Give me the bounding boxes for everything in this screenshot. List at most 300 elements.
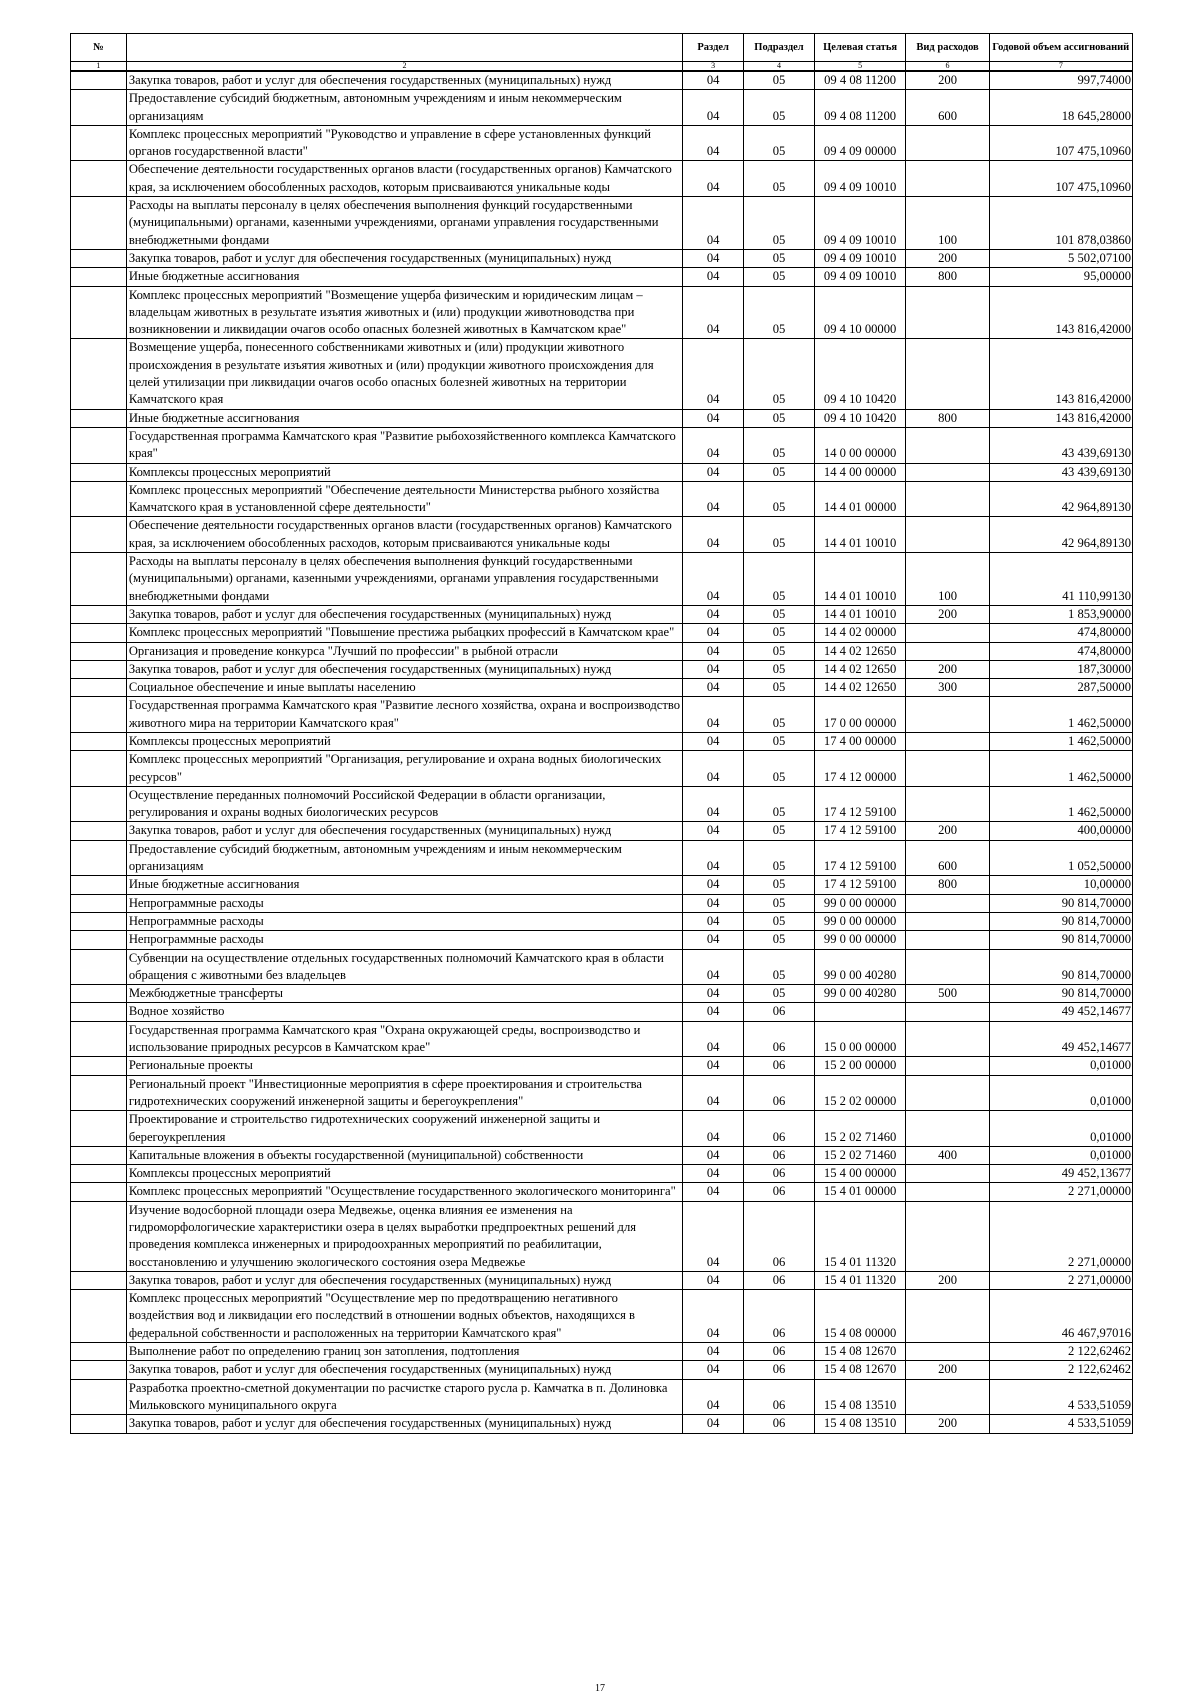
row-section-cell: 04 xyxy=(683,1146,744,1164)
row-target-item-cell: 09 4 09 10010 xyxy=(814,249,906,267)
row-name-cell: Государственная программа Камчатского края "Охрана окружающей среды, воспроизводство и использование природных ресурсов в Камчатском крае" xyxy=(126,1021,682,1057)
row-subsection-cell: 05 xyxy=(744,894,815,912)
table-row xyxy=(71,985,1133,1003)
row-number-cell xyxy=(71,1146,127,1164)
row-target-item-cell: 15 4 00 00000 xyxy=(814,1165,906,1183)
row-number-cell xyxy=(71,1343,127,1361)
row-name-cell: Выполнение работ по определению границ зон затопления, подтопления xyxy=(126,1343,682,1361)
row-subsection-cell: 05 xyxy=(744,912,815,930)
row-expense-type-cell xyxy=(906,286,989,339)
column-number: 4 xyxy=(744,62,815,72)
row-subsection-cell: 06 xyxy=(744,1021,815,1057)
row-subsection-cell: 05 xyxy=(744,161,815,197)
row-subsection-cell: 05 xyxy=(744,339,815,409)
row-expense-type-cell xyxy=(906,1021,989,1057)
row-expense-type-cell xyxy=(906,786,989,822)
row-expense-type-cell: 600 xyxy=(906,840,989,876)
row-subsection-cell: 05 xyxy=(744,90,815,126)
row-target-item-cell: 15 4 01 00000 xyxy=(814,1183,906,1201)
row-subsection-cell: 06 xyxy=(744,1290,815,1343)
row-target-item-cell: 14 4 01 10010 xyxy=(814,553,906,606)
row-expense-type-cell xyxy=(906,1201,989,1271)
row-expense-type-cell: 200 xyxy=(906,249,989,267)
row-number-cell xyxy=(71,339,127,409)
row-number-cell xyxy=(71,125,127,161)
column-number: 7 xyxy=(989,62,1132,72)
header-name xyxy=(126,34,682,62)
row-expense-type-cell: 800 xyxy=(906,268,989,286)
row-amount-cell: 90 814,70000 xyxy=(989,894,1132,912)
row-number-cell xyxy=(71,409,127,427)
row-number-cell xyxy=(71,161,127,197)
header-subsection: Подраздел xyxy=(744,34,815,62)
table-row xyxy=(71,786,1133,822)
row-amount-cell: 43 439,69130 xyxy=(989,427,1132,463)
row-amount-cell: 474,80000 xyxy=(989,642,1132,660)
row-expense-type-cell xyxy=(906,427,989,463)
row-section-cell: 04 xyxy=(683,1021,744,1057)
row-section-cell: 04 xyxy=(683,931,744,949)
row-name-cell: Закупка товаров, работ и услуг для обеспечения государственных (муниципальных) нужд xyxy=(126,1415,682,1433)
row-subsection-cell: 05 xyxy=(744,427,815,463)
row-name-cell: Разработка проектно-сметной документации по расчистке старого русла р. Камчатка в п. Долиновка Мильковского муниципального округа xyxy=(126,1379,682,1415)
table-header-row xyxy=(71,34,1133,62)
row-name-cell: Субвенции на осуществление отдельных государственных полномочий Камчатского края в области обращения с животными без владельцев xyxy=(126,949,682,985)
row-target-item-cell: 99 0 00 00000 xyxy=(814,894,906,912)
table-row xyxy=(71,642,1133,660)
row-subsection-cell: 05 xyxy=(744,679,815,697)
row-number-cell xyxy=(71,249,127,267)
row-subsection-cell: 05 xyxy=(744,949,815,985)
row-name-cell: Региональный проект "Инвестиционные мероприятия в сфере проектирования и строительства гидротехнических сооружений инженерной защиты и берегоукрепления" xyxy=(126,1075,682,1111)
row-expense-type-cell: 100 xyxy=(906,553,989,606)
table-row xyxy=(71,949,1133,985)
column-number: 3 xyxy=(683,62,744,72)
row-number-cell xyxy=(71,71,127,90)
row-number-cell xyxy=(71,1057,127,1075)
row-target-item-cell: 17 4 12 59100 xyxy=(814,786,906,822)
row-section-cell: 04 xyxy=(683,268,744,286)
table-row xyxy=(71,517,1133,553)
row-section-cell: 04 xyxy=(683,90,744,126)
row-expense-type-cell: 500 xyxy=(906,985,989,1003)
row-target-item-cell: 14 4 00 00000 xyxy=(814,463,906,481)
row-target-item-cell: 15 4 08 00000 xyxy=(814,1290,906,1343)
row-number-cell xyxy=(71,90,127,126)
table-row xyxy=(71,1057,1133,1075)
row-target-item-cell: 99 0 00 40280 xyxy=(814,985,906,1003)
row-section-cell: 04 xyxy=(683,409,744,427)
row-expense-type-cell: 100 xyxy=(906,197,989,250)
column-number: 6 xyxy=(906,62,989,72)
row-subsection-cell: 05 xyxy=(744,268,815,286)
table-row xyxy=(71,912,1133,930)
row-name-cell: Комплекс процессных мероприятий "Осуществление мер по предотвращению негативного воздействия вод и ликвидации его последствий в отношении водных объектов, находящихся в федеральной собственности и расположенных на территории Камчатского края" xyxy=(126,1290,682,1343)
row-number-cell xyxy=(71,876,127,894)
row-target-item-cell: 09 4 09 10010 xyxy=(814,161,906,197)
row-number-cell xyxy=(71,1165,127,1183)
row-name-cell: Предоставление субсидий бюджетным, автономным учреждениям и иным некоммерческим организациям xyxy=(126,90,682,126)
row-amount-cell: 107 475,10960 xyxy=(989,161,1132,197)
row-name-cell: Предоставление субсидий бюджетным, автономным учреждениям и иным некоммерческим организациям xyxy=(126,840,682,876)
row-section-cell: 04 xyxy=(683,605,744,623)
table-row xyxy=(71,1021,1133,1057)
row-number-cell xyxy=(71,624,127,642)
row-expense-type-cell xyxy=(906,1075,989,1111)
row-subsection-cell: 05 xyxy=(744,249,815,267)
row-target-item-cell: 15 4 08 12670 xyxy=(814,1343,906,1361)
header-section: Раздел xyxy=(683,34,744,62)
row-subsection-cell: 06 xyxy=(744,1075,815,1111)
row-subsection-cell: 05 xyxy=(744,931,815,949)
row-section-cell: 04 xyxy=(683,912,744,930)
row-number-cell xyxy=(71,1021,127,1057)
column-number: 2 xyxy=(126,62,682,72)
table-row xyxy=(71,161,1133,197)
row-subsection-cell: 06 xyxy=(744,1343,815,1361)
row-number-cell xyxy=(71,553,127,606)
row-number-cell xyxy=(71,1290,127,1343)
row-number-cell xyxy=(71,751,127,787)
row-name-cell: Комплекс процессных мероприятий "Руководство и управление в сфере установленных функций органов государственной власти" xyxy=(126,125,682,161)
row-amount-cell: 101 878,03860 xyxy=(989,197,1132,250)
row-target-item-cell: 09 4 10 00000 xyxy=(814,286,906,339)
row-amount-cell: 10,00000 xyxy=(989,876,1132,894)
row-subsection-cell: 05 xyxy=(744,286,815,339)
row-target-item-cell: 14 4 02 12650 xyxy=(814,642,906,660)
row-target-item-cell: 14 4 02 12650 xyxy=(814,660,906,678)
row-target-item-cell: 15 4 08 12670 xyxy=(814,1361,906,1379)
row-amount-cell: 0,01000 xyxy=(989,1146,1132,1164)
row-number-cell xyxy=(71,463,127,481)
row-section-cell: 04 xyxy=(683,949,744,985)
row-subsection-cell: 06 xyxy=(744,1057,815,1075)
row-name-cell: Расходы на выплаты персоналу в целях обеспечения выполнения функций государственными (муниципальными) органами, казенными учреждениями, органами управления государственными внебюджетными фондами xyxy=(126,553,682,606)
row-amount-cell: 0,01000 xyxy=(989,1075,1132,1111)
row-expense-type-cell xyxy=(906,697,989,733)
table-row xyxy=(71,1111,1133,1147)
row-name-cell: Межбюджетные трансферты xyxy=(126,985,682,1003)
row-expense-type-cell xyxy=(906,1379,989,1415)
row-target-item-cell: 14 4 01 10010 xyxy=(814,605,906,623)
table-row xyxy=(71,660,1133,678)
row-target-item-cell: 09 4 08 11200 xyxy=(814,71,906,90)
row-name-cell: Закупка товаров, работ и услуг для обеспечения государственных (муниципальных) нужд xyxy=(126,660,682,678)
row-name-cell: Комплексы процессных мероприятий xyxy=(126,463,682,481)
row-name-cell: Закупка товаров, работ и услуг для обеспечения государственных (муниципальных) нужд xyxy=(126,822,682,840)
row-target-item-cell: 14 0 00 00000 xyxy=(814,427,906,463)
row-amount-cell: 49 452,14677 xyxy=(989,1021,1132,1057)
row-section-cell: 04 xyxy=(683,985,744,1003)
row-target-item-cell: 15 2 00 00000 xyxy=(814,1057,906,1075)
row-section-cell: 04 xyxy=(683,161,744,197)
table-row xyxy=(71,249,1133,267)
row-amount-cell: 4 533,51059 xyxy=(989,1379,1132,1415)
row-section-cell: 04 xyxy=(683,840,744,876)
row-name-cell: Закупка товаров, работ и услуг для обеспечения государственных (муниципальных) нужд xyxy=(126,1361,682,1379)
row-number-cell xyxy=(71,286,127,339)
row-expense-type-cell: 200 xyxy=(906,1415,989,1433)
row-number-cell xyxy=(71,894,127,912)
row-amount-cell: 2 271,00000 xyxy=(989,1201,1132,1271)
row-target-item-cell: 09 4 10 10420 xyxy=(814,409,906,427)
header-number: № xyxy=(71,34,127,62)
row-subsection-cell: 06 xyxy=(744,1415,815,1433)
row-subsection-cell: 05 xyxy=(744,697,815,733)
row-section-cell: 04 xyxy=(683,660,744,678)
header-annual-amount: Годовой объем ассигнований xyxy=(989,34,1132,62)
row-name-cell: Комплекс процессных мероприятий "Обеспечение деятельности Министерства рыбного хозяйства Камчатского края в установленной сфере деятельности" xyxy=(126,481,682,517)
row-subsection-cell: 05 xyxy=(744,605,815,623)
row-expense-type-cell xyxy=(906,1290,989,1343)
row-expense-type-cell: 800 xyxy=(906,409,989,427)
row-number-cell xyxy=(71,931,127,949)
row-section-cell: 04 xyxy=(683,1111,744,1147)
row-target-item-cell: 09 4 09 00000 xyxy=(814,125,906,161)
row-section-cell: 04 xyxy=(683,1075,744,1111)
row-amount-cell: 143 816,42000 xyxy=(989,409,1132,427)
row-subsection-cell: 06 xyxy=(744,1201,815,1271)
row-amount-cell: 997,74000 xyxy=(989,71,1132,90)
table-row xyxy=(71,339,1133,409)
row-name-cell: Обеспечение деятельности государственных органов власти (государственных органов) Камчатского края, за исключением обособленных расходов, которым присваиваются уникальные коды xyxy=(126,517,682,553)
row-expense-type-cell xyxy=(906,624,989,642)
table-row xyxy=(71,90,1133,126)
row-expense-type-cell xyxy=(906,751,989,787)
row-amount-cell: 107 475,10960 xyxy=(989,125,1132,161)
row-expense-type-cell: 200 xyxy=(906,71,989,90)
row-section-cell: 04 xyxy=(683,463,744,481)
row-subsection-cell: 06 xyxy=(744,1379,815,1415)
row-name-cell: Непрограммные расходы xyxy=(126,894,682,912)
row-expense-type-cell xyxy=(906,1111,989,1147)
row-amount-cell: 95,00000 xyxy=(989,268,1132,286)
table-row xyxy=(71,268,1133,286)
row-amount-cell: 474,80000 xyxy=(989,624,1132,642)
row-subsection-cell: 06 xyxy=(744,1165,815,1183)
row-amount-cell: 42 964,89130 xyxy=(989,517,1132,553)
row-expense-type-cell xyxy=(906,463,989,481)
row-subsection-cell: 05 xyxy=(744,840,815,876)
row-target-item-cell: 09 4 09 10010 xyxy=(814,268,906,286)
row-section-cell: 04 xyxy=(683,1201,744,1271)
row-number-cell xyxy=(71,1111,127,1147)
table-row xyxy=(71,1290,1133,1343)
row-number-cell xyxy=(71,985,127,1003)
row-target-item-cell: 15 2 02 71460 xyxy=(814,1146,906,1164)
table-row xyxy=(71,1146,1133,1164)
row-expense-type-cell: 200 xyxy=(906,1361,989,1379)
row-number-cell xyxy=(71,1271,127,1289)
row-name-cell: Комплекс процессных мероприятий "Повышение престижа рыбацких профессий в Камчатском крае" xyxy=(126,624,682,642)
table-row xyxy=(71,1165,1133,1183)
row-target-item-cell: 15 4 01 11320 xyxy=(814,1201,906,1271)
column-number: 5 xyxy=(814,62,906,72)
column-number-row xyxy=(71,62,1133,72)
row-amount-cell: 90 814,70000 xyxy=(989,985,1132,1003)
row-target-item-cell: 09 4 10 10420 xyxy=(814,339,906,409)
row-subsection-cell: 05 xyxy=(744,553,815,606)
row-expense-type-cell xyxy=(906,949,989,985)
row-name-cell: Закупка товаров, работ и услуг для обеспечения государственных (муниципальных) нужд xyxy=(126,249,682,267)
row-number-cell xyxy=(71,697,127,733)
row-subsection-cell: 05 xyxy=(744,624,815,642)
row-section-cell: 04 xyxy=(683,732,744,750)
row-name-cell: Государственная программа Камчатского края "Развитие рыбохозяйственного комплекса Камчатского края" xyxy=(126,427,682,463)
row-target-item-cell: 15 0 00 00000 xyxy=(814,1021,906,1057)
row-expense-type-cell: 200 xyxy=(906,605,989,623)
row-number-cell xyxy=(71,1075,127,1111)
row-amount-cell: 4 533,51059 xyxy=(989,1415,1132,1433)
table-row xyxy=(71,751,1133,787)
row-section-cell: 04 xyxy=(683,751,744,787)
row-expense-type-cell xyxy=(906,732,989,750)
row-section-cell: 04 xyxy=(683,1415,744,1433)
row-target-item-cell xyxy=(814,1003,906,1021)
row-target-item-cell: 17 0 00 00000 xyxy=(814,697,906,733)
row-name-cell: Иные бюджетные ассигнования xyxy=(126,876,682,894)
row-number-cell xyxy=(71,912,127,930)
row-subsection-cell: 05 xyxy=(744,751,815,787)
row-target-item-cell: 17 4 12 00000 xyxy=(814,751,906,787)
row-name-cell: Обеспечение деятельности государственных органов власти (государственных органов) Камчатского края, за исключением обособленных расходов, которым присваиваются уникальные коды xyxy=(126,161,682,197)
row-name-cell: Организация и проведение конкурса "Лучший по профессии" в рыбной отрасли xyxy=(126,642,682,660)
row-number-cell xyxy=(71,1361,127,1379)
table-row xyxy=(71,553,1133,606)
row-name-cell: Иные бюджетные ассигнования xyxy=(126,409,682,427)
row-amount-cell: 43 439,69130 xyxy=(989,463,1132,481)
row-target-item-cell: 15 2 02 71460 xyxy=(814,1111,906,1147)
table-row xyxy=(71,463,1133,481)
table-row xyxy=(71,197,1133,250)
page-number: 17 xyxy=(595,1683,605,1694)
row-section-cell: 04 xyxy=(683,679,744,697)
table-row xyxy=(71,894,1133,912)
row-expense-type-cell: 600 xyxy=(906,90,989,126)
row-amount-cell: 90 814,70000 xyxy=(989,912,1132,930)
row-subsection-cell: 05 xyxy=(744,197,815,250)
row-number-cell xyxy=(71,1415,127,1433)
row-section-cell: 04 xyxy=(683,125,744,161)
row-name-cell: Осуществление переданных полномочий Российской Федерации в области организации, регулирования и охраны водных биологических ресурсов xyxy=(126,786,682,822)
row-subsection-cell: 06 xyxy=(744,1146,815,1164)
row-subsection-cell: 05 xyxy=(744,732,815,750)
table-row xyxy=(71,409,1133,427)
row-section-cell: 04 xyxy=(683,553,744,606)
row-section-cell: 04 xyxy=(683,786,744,822)
row-amount-cell: 0,01000 xyxy=(989,1111,1132,1147)
row-name-cell: Комплексы процессных мероприятий xyxy=(126,732,682,750)
row-expense-type-cell: 800 xyxy=(906,876,989,894)
row-amount-cell: 90 814,70000 xyxy=(989,949,1132,985)
budget-table-page xyxy=(70,33,1133,1434)
row-number-cell xyxy=(71,642,127,660)
row-amount-cell: 187,30000 xyxy=(989,660,1132,678)
row-subsection-cell: 05 xyxy=(744,463,815,481)
table-row xyxy=(71,427,1133,463)
row-subsection-cell: 05 xyxy=(744,481,815,517)
row-section-cell: 04 xyxy=(683,624,744,642)
row-amount-cell: 41 110,99130 xyxy=(989,553,1132,606)
row-amount-cell: 143 816,42000 xyxy=(989,339,1132,409)
table-row xyxy=(71,1201,1133,1271)
row-number-cell xyxy=(71,605,127,623)
table-row xyxy=(71,822,1133,840)
row-number-cell xyxy=(71,822,127,840)
row-target-item-cell: 15 4 08 13510 xyxy=(814,1415,906,1433)
row-amount-cell: 49 452,14677 xyxy=(989,1003,1132,1021)
column-number: 1 xyxy=(71,62,127,72)
row-expense-type-cell: 300 xyxy=(906,679,989,697)
row-expense-type-cell xyxy=(906,125,989,161)
row-section-cell: 04 xyxy=(683,1379,744,1415)
row-subsection-cell: 05 xyxy=(744,660,815,678)
row-target-item-cell: 17 4 12 59100 xyxy=(814,822,906,840)
row-number-cell xyxy=(71,786,127,822)
row-section-cell: 04 xyxy=(683,1165,744,1183)
table-row xyxy=(71,286,1133,339)
row-target-item-cell: 14 4 02 12650 xyxy=(814,679,906,697)
row-amount-cell: 0,01000 xyxy=(989,1057,1132,1075)
row-number-cell xyxy=(71,949,127,985)
row-amount-cell: 1 462,50000 xyxy=(989,732,1132,750)
row-subsection-cell: 06 xyxy=(744,1111,815,1147)
row-expense-type-cell xyxy=(906,642,989,660)
row-amount-cell: 5 502,07100 xyxy=(989,249,1132,267)
header-expense-type: Вид расходов xyxy=(906,34,989,62)
row-target-item-cell: 99 0 00 00000 xyxy=(814,912,906,930)
table-row xyxy=(71,1003,1133,1021)
row-section-cell: 04 xyxy=(683,1003,744,1021)
row-number-cell xyxy=(71,840,127,876)
row-number-cell xyxy=(71,1379,127,1415)
row-expense-type-cell xyxy=(906,1057,989,1075)
row-subsection-cell: 06 xyxy=(744,1003,815,1021)
row-subsection-cell: 05 xyxy=(744,876,815,894)
row-name-cell: Закупка товаров, работ и услуг для обеспечения государственных (муниципальных) нужд xyxy=(126,71,682,90)
row-amount-cell: 1 462,50000 xyxy=(989,751,1132,787)
row-target-item-cell: 17 4 12 59100 xyxy=(814,840,906,876)
row-name-cell: Региональные проекты xyxy=(126,1057,682,1075)
row-expense-type-cell xyxy=(906,1165,989,1183)
row-target-item-cell: 17 4 00 00000 xyxy=(814,732,906,750)
row-number-cell xyxy=(71,1003,127,1021)
row-section-cell: 04 xyxy=(683,427,744,463)
row-subsection-cell: 05 xyxy=(744,786,815,822)
row-name-cell: Водное хозяйство xyxy=(126,1003,682,1021)
row-name-cell: Возмещение ущерба, понесенного собственниками животных и (или) продукции животного происхождения в результате изъятия животных и (или) продукции животного происхождения для целей утилизации при ликвидации очагов особо опасных болезней животных на территории Камчатского края xyxy=(126,339,682,409)
row-section-cell: 04 xyxy=(683,1290,744,1343)
row-section-cell: 04 xyxy=(683,642,744,660)
table-row xyxy=(71,732,1133,750)
row-name-cell: Капитальные вложения в объекты государственной (муниципальной) собственности xyxy=(126,1146,682,1164)
row-number-cell xyxy=(71,679,127,697)
row-target-item-cell: 15 4 08 13510 xyxy=(814,1379,906,1415)
row-amount-cell: 90 814,70000 xyxy=(989,931,1132,949)
row-name-cell: Непрограммные расходы xyxy=(126,931,682,949)
table-row xyxy=(71,840,1133,876)
row-name-cell: Расходы на выплаты персоналу в целях обеспечения выполнения функций государственными (муниципальными) органами, казенными учреждениями, органами управления государственными внебюджетными фондами xyxy=(126,197,682,250)
row-number-cell xyxy=(71,481,127,517)
row-amount-cell: 42 964,89130 xyxy=(989,481,1132,517)
row-amount-cell: 1 052,50000 xyxy=(989,840,1132,876)
row-expense-type-cell xyxy=(906,161,989,197)
row-subsection-cell: 05 xyxy=(744,517,815,553)
row-target-item-cell: 15 2 02 00000 xyxy=(814,1075,906,1111)
row-expense-type-cell xyxy=(906,894,989,912)
row-target-item-cell: 15 4 01 11320 xyxy=(814,1271,906,1289)
row-subsection-cell: 05 xyxy=(744,822,815,840)
